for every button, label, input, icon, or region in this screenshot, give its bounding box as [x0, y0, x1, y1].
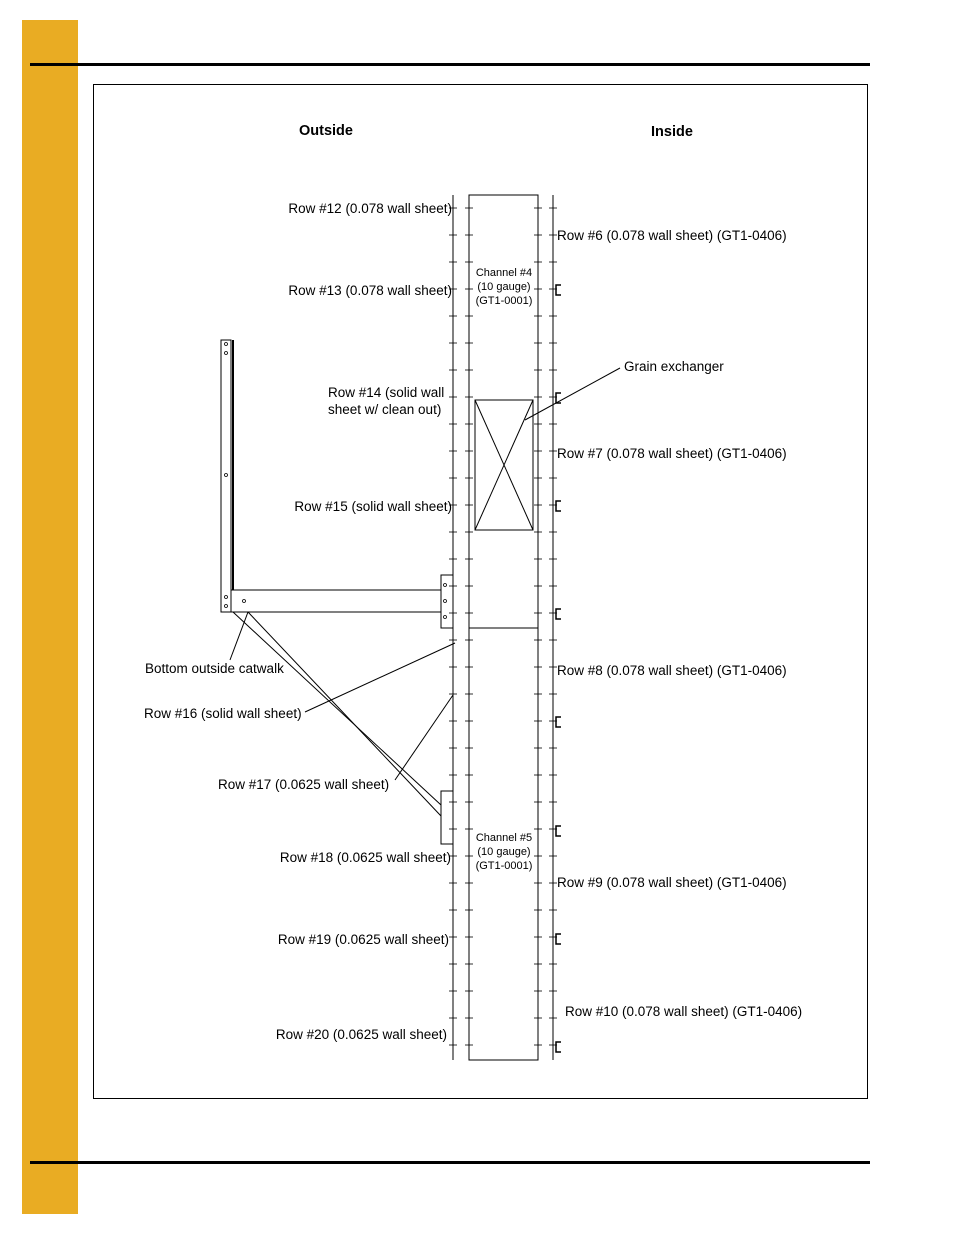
row12-label: Row #12 (0.078 wall sheet) — [288, 201, 452, 216]
clip-icon — [556, 609, 561, 619]
row9-label: Row #9 (0.078 wall sheet) (GT1-0406) — [557, 875, 787, 890]
row10-label: Row #10 (0.078 wall sheet) (GT1-0406) — [565, 1004, 803, 1019]
inside-heading: Inside — [651, 124, 693, 140]
catwalk-bracket-upper — [441, 575, 453, 628]
catwalk-leader — [230, 612, 248, 660]
clip-icon — [556, 501, 561, 511]
row19-label: Row #19 (0.0625 wall sheet) — [277, 932, 449, 947]
row13-label: Row #13 (0.078 wall sheet) — [288, 283, 452, 298]
row14-label: Row #14 (solid wall sheet w/ clean out) — [328, 385, 445, 417]
catwalk-beam — [231, 590, 441, 612]
row7-label: Row #7 (0.078 wall sheet) (GT1-0406) — [557, 446, 787, 461]
channel4-label: Channel #4 (10 gauge) (GT1-0001) — [475, 267, 533, 307]
clip-icon — [556, 826, 561, 836]
row16-label: Row #16 (solid wall sheet) — [144, 706, 302, 721]
row17-label: Row #17 (0.0625 wall sheet) — [218, 777, 390, 792]
catwalk-bracket-lower — [441, 791, 453, 844]
grain-exchanger-label: Grain exchanger — [624, 359, 724, 374]
row6-label: Row #6 (0.078 wall sheet) (GT1-0406) — [557, 228, 787, 243]
catwalk-post — [221, 340, 231, 612]
row20-label: Row #20 (0.0625 wall sheet) — [275, 1027, 447, 1042]
row18-label: Row #18 (0.0625 wall sheet) — [279, 850, 451, 865]
clip-icon — [556, 934, 561, 944]
row17-leader — [395, 695, 453, 780]
clip-icon — [556, 717, 561, 727]
outside-heading: Outside — [299, 123, 353, 139]
grain-exchanger-leader — [525, 368, 620, 420]
row16-leader — [305, 643, 455, 712]
clip-icon — [556, 1042, 561, 1052]
row8-label: Row #8 (0.078 wall sheet) (GT1-0406) — [557, 663, 787, 678]
channel5-label: Channel #5 (10 gauge) (GT1-0001) — [475, 832, 533, 872]
row15-label: Row #15 (solid wall sheet) — [294, 499, 452, 514]
clip-icon — [556, 285, 561, 295]
catwalk-label: Bottom outside catwalk — [145, 661, 284, 676]
